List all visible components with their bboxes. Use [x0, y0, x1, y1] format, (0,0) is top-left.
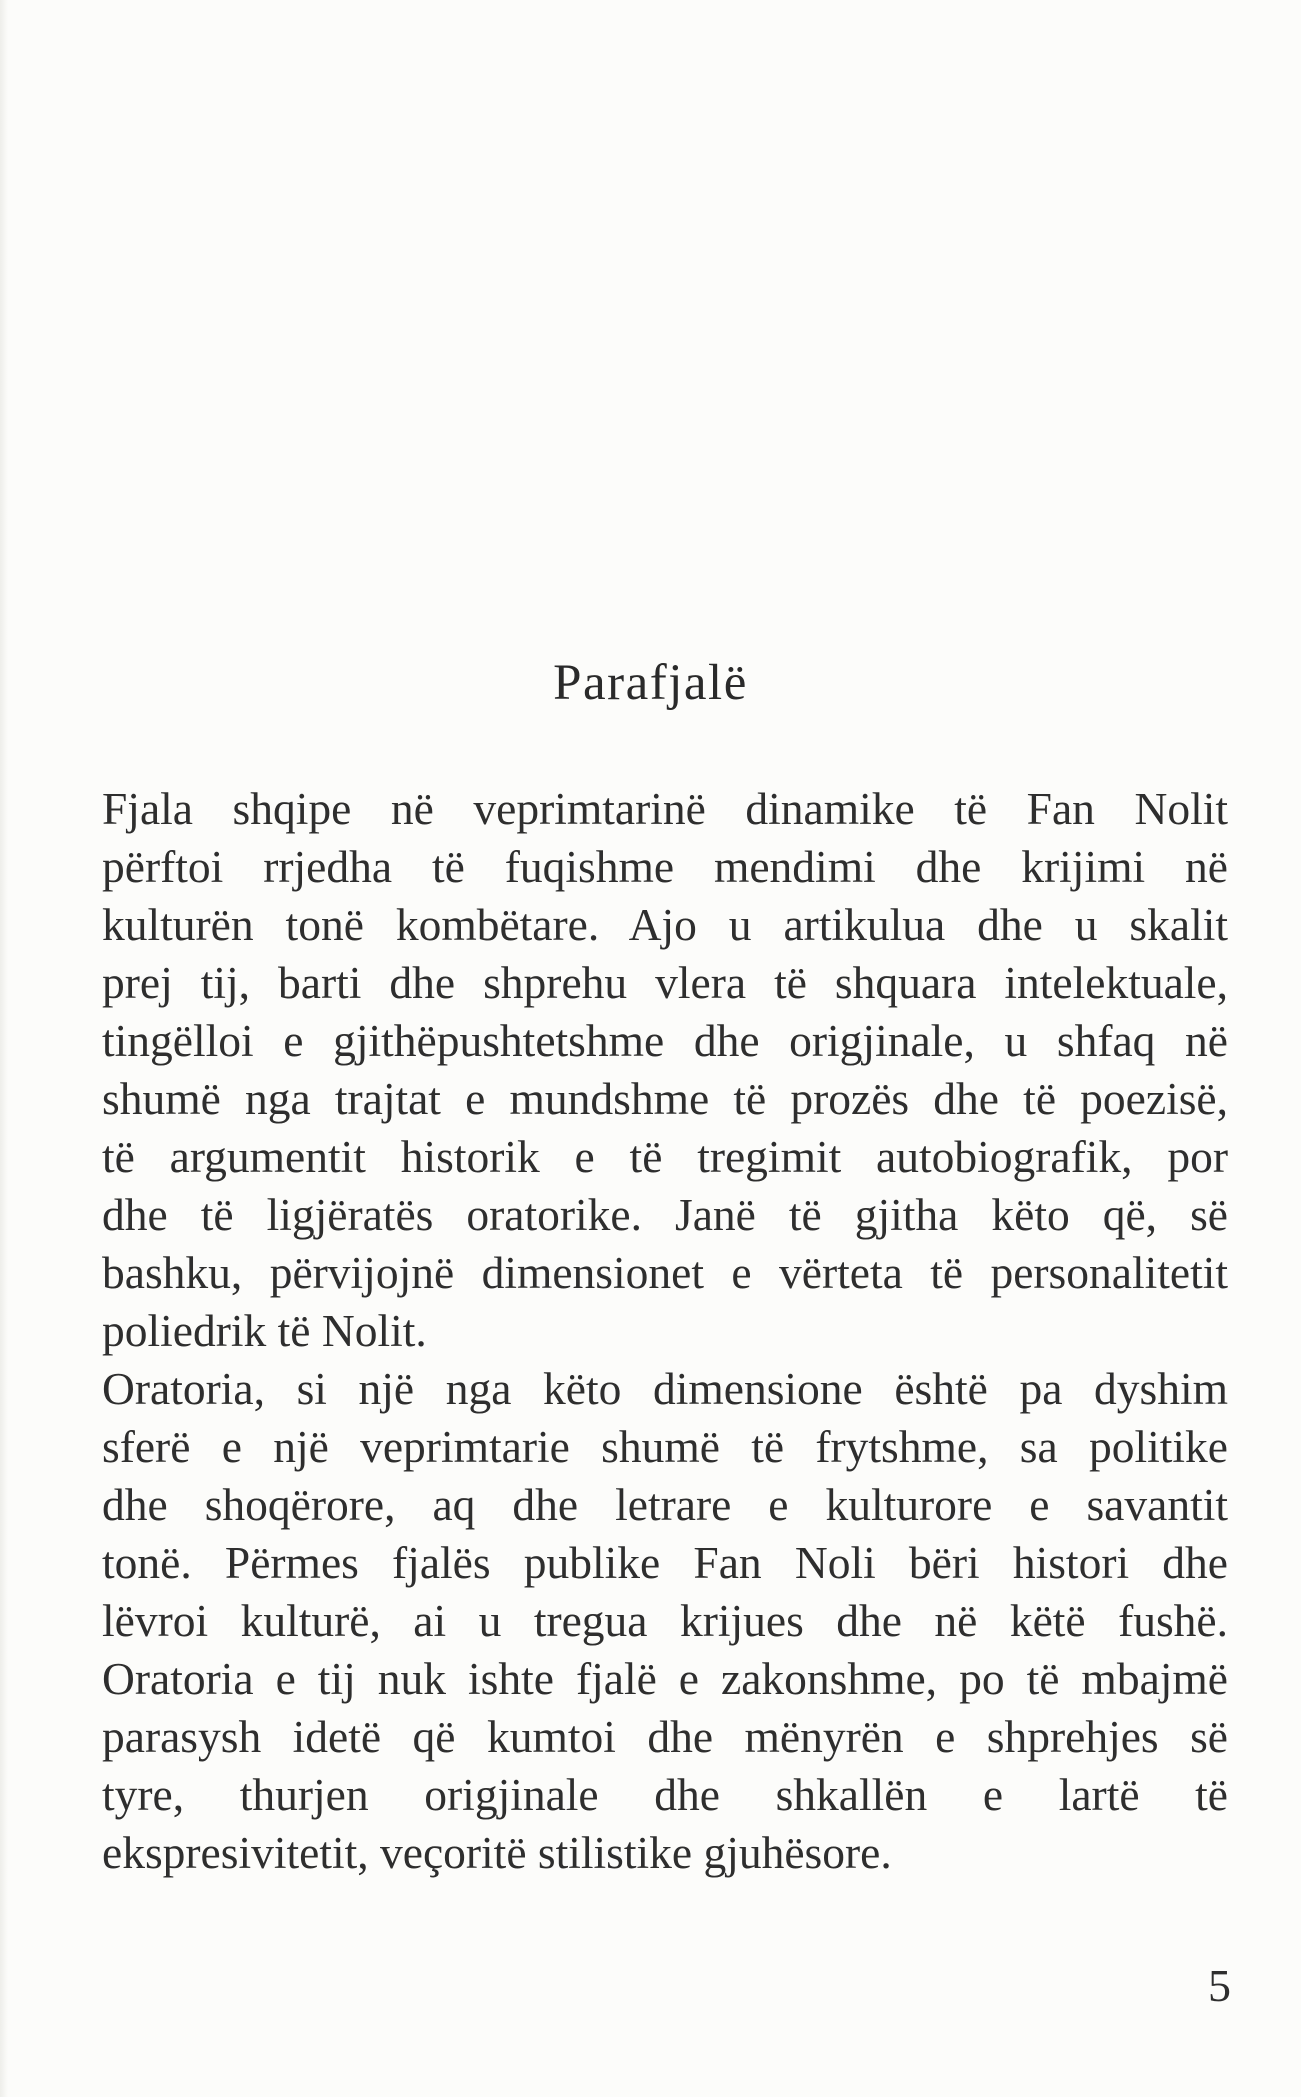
text-line: të argumentit historik e të tregimit autobiografik, por [102, 1131, 1228, 1182]
text-line: Oratoria, si një nga këto dimensione është pa dyshim [102, 1363, 1228, 1414]
text-line: Oratoria e tij nuk ishte fjalë e zakonshme, po të mbajmë [102, 1653, 1228, 1704]
text-line: tyre, thurjen origjinale dhe shkallën e lartë të [102, 1769, 1228, 1820]
text-line: poliedrik të Nolit. [102, 1305, 427, 1356]
body-text [102, 780, 1228, 1882]
text-line: Fjala shqipe në veprimtarinë dinamike të Fan Nolit [102, 783, 1228, 834]
text-line: shumë nga trajtat e mundshme të prozës dhe të poezisë, [102, 1073, 1228, 1124]
scan-edge-shadow [0, 0, 8, 2097]
text-line: bashku, përvijojnë dimensionet e vërteta të personalitetit [102, 1247, 1228, 1298]
text-line: sferë e një veprimtarie shumë të frytshme, sa politike [102, 1421, 1228, 1472]
text-line: prej tij, barti dhe shprehu vlera të shquara intelektuale, [102, 957, 1228, 1008]
text-line: tonë. Përmes fjalës publike Fan Noli bëri histori dhe [102, 1537, 1228, 1588]
paragraph-2 [102, 1360, 1228, 1882]
text-line: parasysh idetë që kumtoi dhe mënyrën e shprehjes së [102, 1711, 1228, 1762]
text-line: ekspresivitetit, veçoritë stilistike gjuhësore. [102, 1827, 892, 1878]
text-line: dhe të ligjëratës oratorike. Janë të gjitha këto që, së [102, 1189, 1228, 1240]
text-line: kulturën tonë kombëtare. Ajo u artikulua dhe u skalit [102, 899, 1228, 950]
text-line: dhe shoqërore, aq dhe letrare e kulturore e savantit [102, 1479, 1228, 1530]
page-number: 5 [1208, 1960, 1231, 2011]
page-title: Parafjalë [553, 655, 748, 711]
paragraph-1 [102, 780, 1228, 1360]
text-line: përftoi rrjedha të fuqishme mendimi dhe krijimi në [102, 841, 1228, 892]
text-line: lëvroi kulturë, ai u tregua krijues dhe në këtë fushë. [102, 1595, 1228, 1646]
text-line: tingëlloi e gjithëpushtetshme dhe origjinale, u shfaq në [102, 1015, 1228, 1066]
